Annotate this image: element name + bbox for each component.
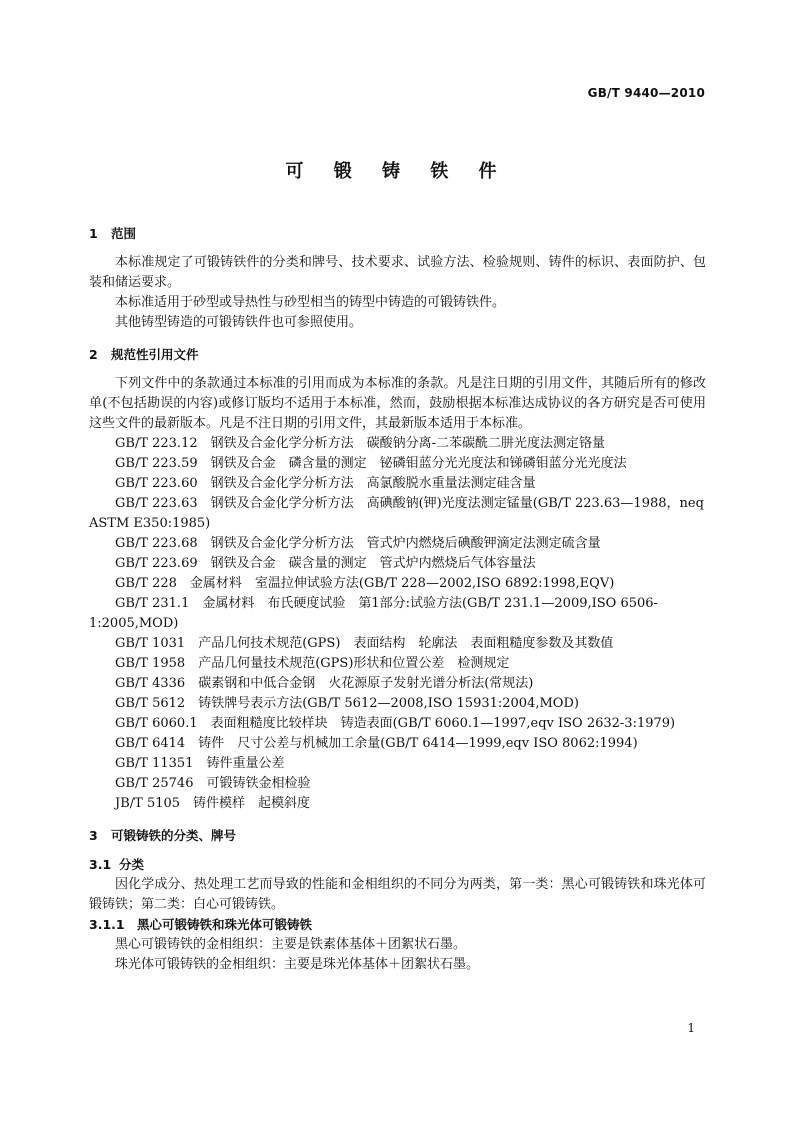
reference-item: JB/T 5105 铸件模样 起模斜度 [115,796,311,811]
section-number: 1 [89,226,98,241]
reference-item: GB/T 6060.1 表面粗糙度比较样块 铸造表面(GB/T 6060.1—1997,eqv ISO 2632-3:1979) [115,716,676,731]
subsection-3-1-heading [89,855,706,875]
reference-item: GB/T 223.12 钢铁及合金化学分析方法 碳酸钠分离-二苯碳酰二肼光度法测定铬量 [115,436,606,451]
section-number: 3 [89,828,98,843]
reference-item: GB/T 5612 铸铁牌号表示方法(GB/T 5612—2008,ISO 15931:2004,MOD) [115,696,579,711]
paragraph: 珠光体可锻铸铁的金相组织：主要是珠光体基体＋团絮状石墨。 [115,957,480,972]
document-body [89,224,706,975]
section-3-heading [89,826,706,846]
subsection-number: 3.1.1 [89,917,125,932]
reference-item: GB/T 25746 可锻铸铁金相检验 [115,776,311,791]
paragraph: 因化学成分、热处理工艺而导致的性能和金相组织的不同分为两类，第一类：黑心可锻铸铁和珠光体可锻铸铁；第二类：白心可锻铸铁。 [89,877,706,912]
reference-item: GB/T 1031 产品几何技术规范(GPS) 表面结构 轮廓法 表面粗糙度参数及其数值 [115,636,614,651]
subsection-title: 黑心可锻铸铁和珠光体可锻铸铁 [137,917,313,932]
reference-item: GB/T 228 金属材料 室温拉伸试验方法(GB/T 228—2002,ISO 6892:1998,EQV) [115,576,615,591]
reference-item: GB/T 223.60 钢铁及合金化学分析方法 高氯酸脱水重量法测定硅含量 [115,476,536,491]
page-number: 1 [687,1021,695,1035]
reference-item: GB/T 231.1 金属材料 布氏硬度试验 第1部分:试验方法(GB/T 231.1—2009,ISO 6506-1:2005,MOD) [89,596,658,631]
standard-code: GB/T 9440—2010 [587,86,705,100]
reference-item: GB/T 4336 碳素钢和中低合金钢 火花源原子发射光谱分析法(常规法) [115,676,534,691]
subsection-title: 分类 [119,857,145,872]
section-title: 可锻铸铁的分类、牌号 [111,828,237,843]
paragraph: 其他铸型铸造的可锻铸铁件也可参照使用。 [115,315,363,330]
subsection-number: 3.1 [89,857,112,872]
section-title: 范围 [111,226,137,241]
paragraph: 黑心可锻铸铁的金相组织：主要是铁素体基体＋团絮状石墨。 [115,937,467,952]
reference-item: GB/T 223.68 钢铁及合金化学分析方法 管式炉内燃烧后碘酸钾滴定法测定硫含量 [115,536,601,551]
section-1-heading [89,224,706,244]
reference-item: GB/T 223.63 钢铁及合金化学分析方法 高碘酸钠(钾)光度法测定锰量(GB/T 223.63—1988，neq ASTM E350:1985) [89,496,704,531]
reference-item: GB/T 6414 铸件 尺寸公差与机械加工余量(GB/T 6414—1999,eqv ISO 8062:1994) [115,736,638,751]
section-title: 规范性引用文件 [111,347,199,362]
paragraph: 本标准适用于砂型或导热性与砂型相当的铸型中铸造的可锻铸铁件。 [115,295,506,310]
section-2-heading [89,345,706,365]
subsection-3-1-1-heading [89,915,706,935]
paragraph: 下列文件中的条款通过本标准的引用而成为本标准的条款。凡是注日期的引用文件，其随后所有的修改单(不包括勘误的内容)或修订版均不适用于本标准，然而，鼓励根据本标准达成协议的各方研究是否可使用这些文件的最新版本。凡是不注日期的引用文件，其最新版本适用于本标准。 [89,376,706,431]
paragraph: 本标准规定了可锻铸铁件的分类和牌号、技术要求、试验方法、检验规则、铸件的标识、表面防护、包装和储运要求。 [89,255,706,290]
section-number: 2 [89,347,98,362]
reference-item: GB/T 223.59 钢铁及合金 磷含量的测定 铋磷钼蓝分光光度法和锑磷钼蓝分光光度法 [115,456,627,471]
reference-item: GB/T 11351 铸件重量公差 [115,756,285,771]
reference-item: GB/T 223.69 钢铁及合金 碳含量的测定 管式炉内燃烧后气体容量法 [115,556,536,571]
document-title: 可 锻 铸 铁 件 [285,161,509,182]
reference-item: GB/T 1958 产品几何量技术规范(GPS)形状和位置公差 检测规定 [115,656,510,671]
